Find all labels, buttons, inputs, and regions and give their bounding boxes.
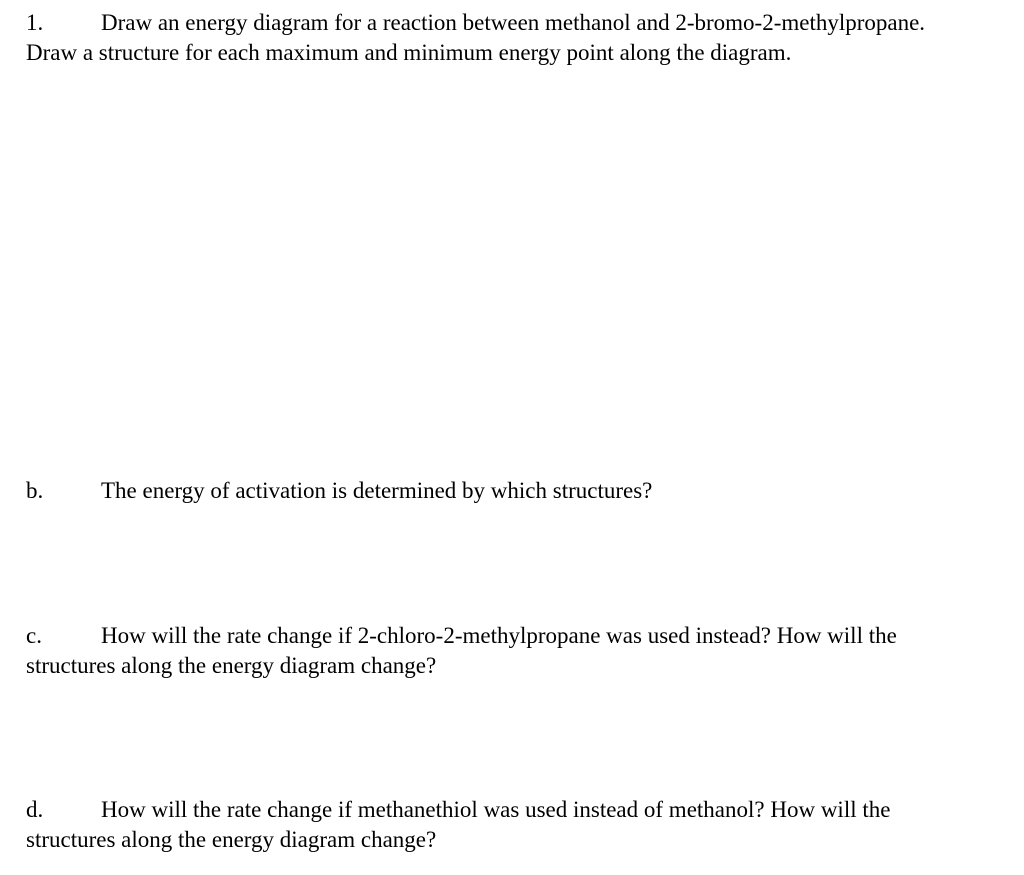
question-1-line-1: [26, 8, 1006, 38]
question-b: [26, 476, 1006, 506]
question-1-text: Draw an energy diagram for a reaction between methanol and 2-bromo-2-methylpropane.: [101, 10, 926, 35]
question-b-line-1: [26, 476, 1006, 506]
question-d: [26, 795, 1006, 855]
question-d-line-1: [26, 795, 1006, 825]
question-b-label: b.: [26, 478, 44, 503]
question-1-line-2: Draw a structure for each maximum and minimum energy point along the diagram.: [26, 40, 792, 65]
question-c-label: c.: [26, 623, 42, 648]
question-1-label: 1.: [26, 10, 44, 35]
question-c-line-2: structures along the energy diagram change?: [26, 653, 437, 678]
question-d-label: d.: [26, 797, 44, 822]
question-b-text: The energy of activation is determined by which structures?: [101, 478, 653, 503]
question-c-line-1: [26, 621, 1006, 651]
question-d-line-2: structures along the energy diagram change?: [26, 827, 437, 852]
question-c-text: How will the rate change if 2-chloro-2-methylpropane was used instead? How will the: [101, 623, 897, 648]
question-1: [26, 8, 1006, 68]
question-c: [26, 621, 1006, 681]
question-d-text: How will the rate change if methanethiol was used instead of methanol? How will the: [101, 797, 891, 822]
